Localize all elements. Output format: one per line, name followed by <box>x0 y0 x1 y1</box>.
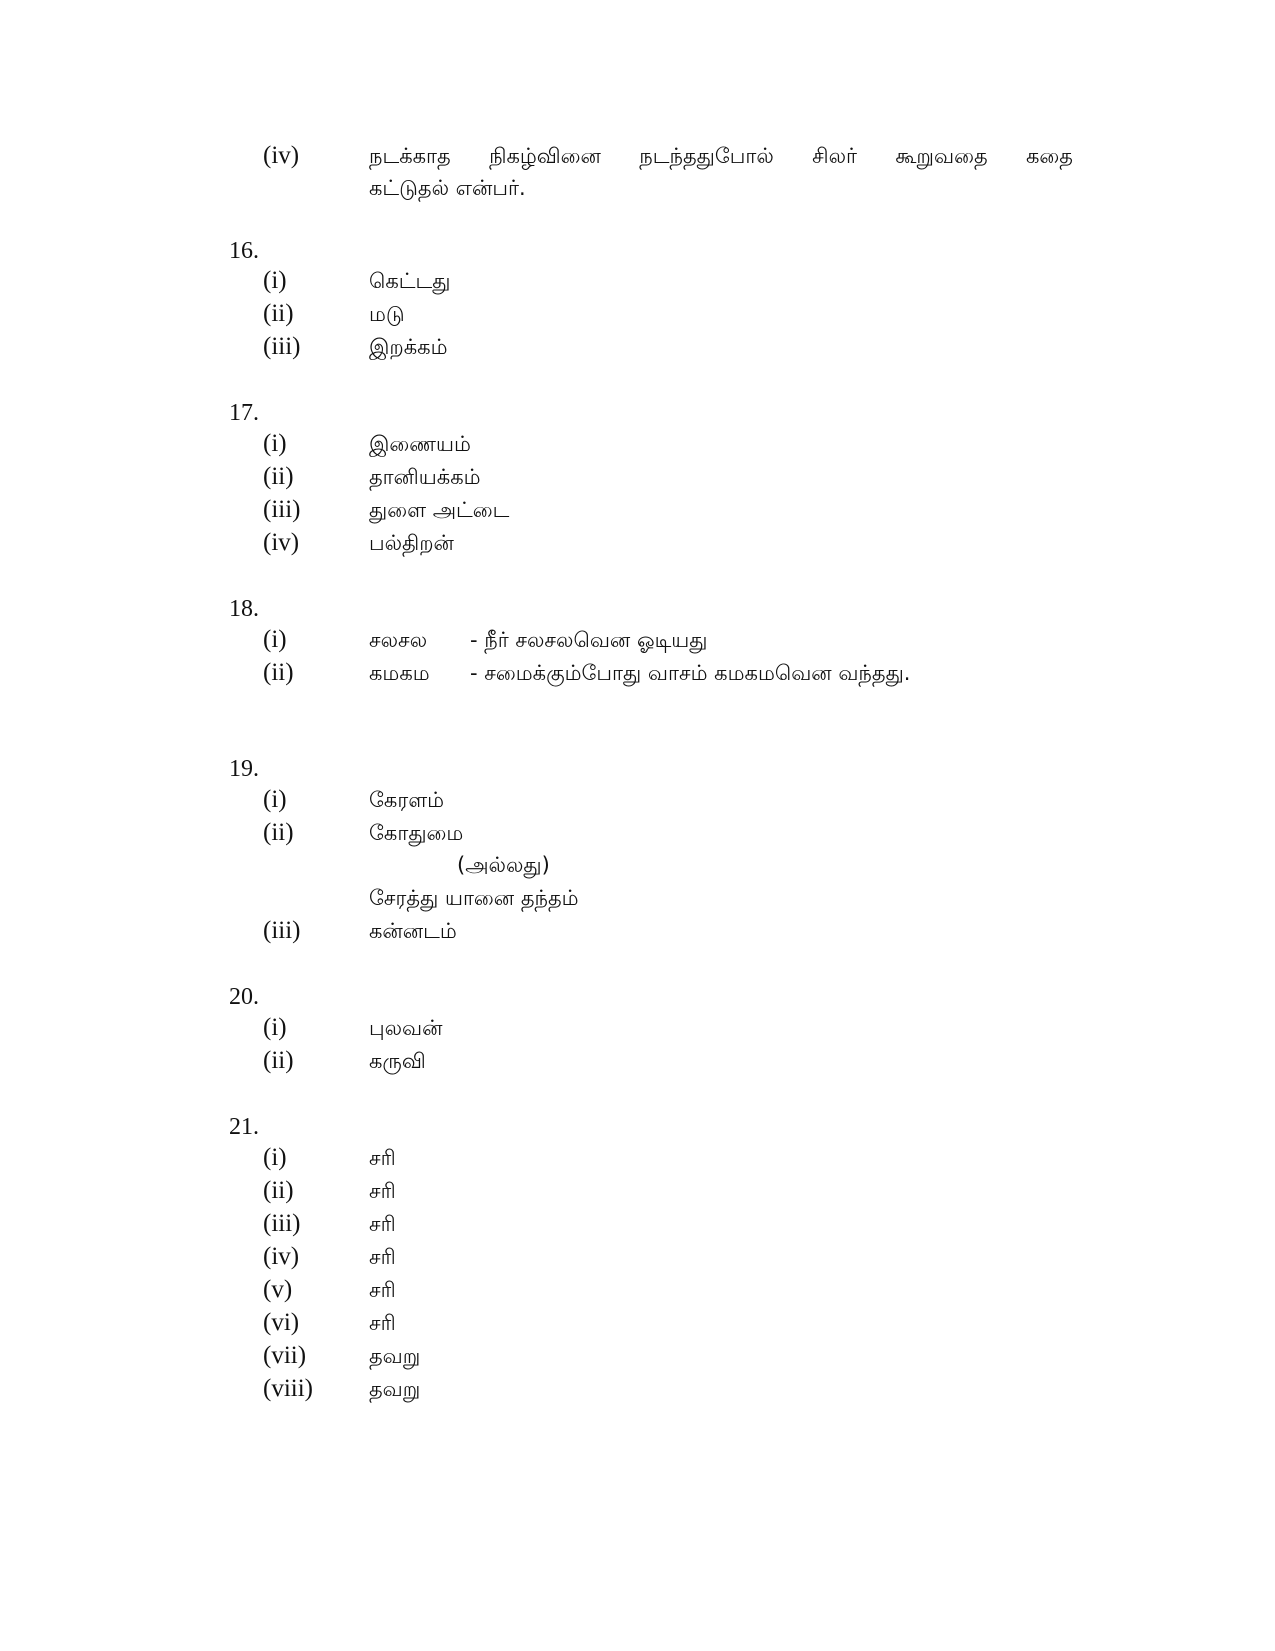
q18-item-word: சலசல <box>369 628 428 652</box>
q15-item-iv-roman: (iv) <box>263 142 300 169</box>
q21-item-roman: (vii) <box>263 1342 307 1369</box>
q20-item-answer: கருவி <box>369 1049 426 1073</box>
question-number-17: 17. <box>229 400 259 426</box>
q16-item-roman: (i) <box>263 267 287 294</box>
q19-item-roman: (iii) <box>263 917 301 944</box>
q15-item-iv-line1: நடக்காத நிகழ்வினை நடந்ததுபோல் சிலர் கூறுவதை கதை <box>369 144 1073 168</box>
q21-item-roman: (iv) <box>263 1243 300 1270</box>
q17-item-answer: தானியக்கம் <box>369 465 481 489</box>
q18-item-sentence: - நீர் சலசலவென ஓடியது <box>470 628 708 652</box>
q21-item-answer: சரி <box>369 1245 396 1269</box>
q17-item-roman: (ii) <box>263 463 294 490</box>
q16-item-roman: (iii) <box>263 333 301 360</box>
q20-item-answer: புலவன் <box>369 1016 443 1040</box>
q18-item-word: கமகம <box>369 661 430 685</box>
q18-item-roman: (i) <box>263 626 287 653</box>
q21-item-roman: (iii) <box>263 1210 301 1237</box>
q21-item-answer: சரி <box>369 1311 396 1335</box>
q15-item-iv-line2: கட்டுதல் என்பர். <box>369 176 526 200</box>
q17-item-roman: (i) <box>263 430 287 457</box>
q17-item-roman: (iv) <box>263 529 300 556</box>
q18-item-sentence: - சமைக்கும்போது வாசம் கமகமவென வந்தது. <box>470 661 911 685</box>
question-number-18: 18. <box>229 596 259 622</box>
q21-item-roman: (vi) <box>263 1309 300 1336</box>
q17-item-roman: (iii) <box>263 496 301 523</box>
q16-item-answer: கெட்டது <box>369 269 451 293</box>
question-number-21: 21. <box>229 1114 259 1140</box>
q21-item-answer: தவறு <box>369 1377 421 1401</box>
q18-item-roman: (ii) <box>263 659 294 686</box>
q21-item-roman: (v) <box>263 1276 293 1303</box>
q19-item-or-label: (அல்லது) <box>457 853 550 877</box>
q21-item-roman: (viii) <box>263 1375 313 1402</box>
q19-item-roman: (i) <box>263 786 287 813</box>
q19-item-answer: கன்னடம் <box>369 919 457 943</box>
question-number-16: 16. <box>229 238 259 264</box>
q21-item-answer: சரி <box>369 1212 396 1236</box>
question-number-19: 19. <box>229 756 259 782</box>
question-number-20: 20. <box>229 984 259 1010</box>
q20-item-roman: (i) <box>263 1014 287 1041</box>
q19-item-answer: கோதுமை <box>369 821 464 845</box>
q16-item-roman: (ii) <box>263 300 294 327</box>
q21-item-answer: சரி <box>369 1278 396 1302</box>
q21-item-roman: (i) <box>263 1144 287 1171</box>
q19-item-roman: (ii) <box>263 819 294 846</box>
q21-item-answer: சரி <box>369 1179 396 1203</box>
q17-item-answer: இணையம் <box>369 432 471 456</box>
q21-item-answer: சரி <box>369 1146 396 1170</box>
q17-item-answer: பல்திறன் <box>369 531 454 555</box>
q16-item-answer: இறக்கம் <box>369 335 448 359</box>
q17-item-answer: துளை அட்டை <box>369 498 510 522</box>
q19-item-answer: கேரளம் <box>369 788 445 812</box>
q16-item-answer: மடு <box>369 302 405 326</box>
q20-item-roman: (ii) <box>263 1047 294 1074</box>
q19-item-alt-answer: சேரத்து யானை தந்தம் <box>369 886 579 910</box>
q21-item-answer: தவறு <box>369 1344 421 1368</box>
q21-item-roman: (ii) <box>263 1177 294 1204</box>
